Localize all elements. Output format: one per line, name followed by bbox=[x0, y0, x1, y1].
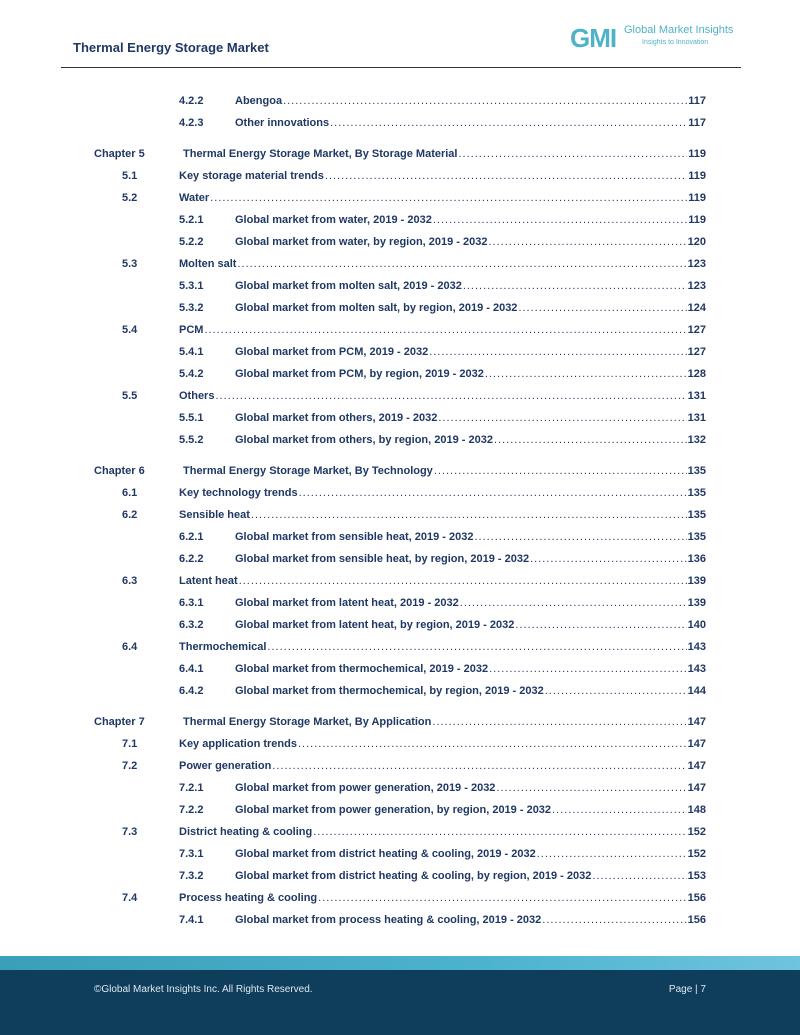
toc-entry-leader bbox=[235, 346, 706, 358]
toc-entry-title: Thermal Energy Storage Market, By Technology bbox=[183, 465, 433, 477]
table-of-contents bbox=[0, 91, 800, 932]
report-title: Thermal Energy Storage Market bbox=[73, 40, 269, 55]
toc-entry-number: 6.2 bbox=[122, 509, 138, 521]
toc-chapter-row[interactable] bbox=[0, 712, 800, 734]
dot-leader bbox=[545, 685, 687, 697]
toc-entry-leader bbox=[235, 280, 706, 292]
toc-entry-row[interactable] bbox=[0, 637, 800, 659]
toc-entry-page: 124 bbox=[687, 302, 706, 314]
logo-name: Global Market Insights bbox=[624, 24, 734, 36]
toc-entry-row[interactable] bbox=[0, 615, 800, 637]
toc-entry-leader bbox=[235, 914, 706, 926]
toc-entry-number: 5.3.1 bbox=[179, 280, 204, 292]
dot-leader bbox=[330, 117, 687, 129]
toc-entry-number: 7.4 bbox=[122, 892, 138, 904]
toc-entry-leader bbox=[235, 804, 706, 816]
toc-entry-number: 6.2.2 bbox=[179, 553, 204, 565]
toc-entry-leader bbox=[235, 782, 706, 794]
toc-entry-page: 132 bbox=[687, 434, 706, 446]
dot-leader bbox=[215, 390, 686, 402]
toc-entry-row[interactable] bbox=[0, 210, 800, 232]
toc-entry-title: Global market from molten salt, 2019 - 2032 bbox=[235, 280, 462, 292]
toc-entry-leader bbox=[179, 390, 706, 402]
toc-entry-page: 119 bbox=[688, 192, 706, 204]
toc-entry-row[interactable] bbox=[0, 430, 800, 452]
toc-entry-page: 156 bbox=[687, 914, 706, 926]
toc-entry-title: Process heating & cooling bbox=[179, 892, 318, 904]
toc-entry-title: Global market from thermochemical, 2019 - 2032 bbox=[235, 663, 489, 675]
toc-entry-page: 152 bbox=[687, 848, 706, 860]
toc-entry-page: 135 bbox=[687, 487, 706, 499]
toc-entry-leader bbox=[183, 148, 706, 160]
dot-leader bbox=[325, 170, 687, 182]
toc-entry-title: Power generation bbox=[179, 760, 272, 772]
toc-entry-number: 5.2 bbox=[122, 192, 138, 204]
dot-leader bbox=[204, 324, 686, 336]
toc-entry-row[interactable] bbox=[0, 188, 800, 210]
toc-entry-page: 156 bbox=[687, 892, 706, 904]
toc-entry-row[interactable] bbox=[0, 166, 800, 188]
footer-copyright: ©Global Market Insights Inc. All Rights Reserved. bbox=[94, 984, 313, 995]
toc-entry-title: Global market from district heating & cooling, 2019 - 2032 bbox=[235, 848, 536, 860]
toc-entry-leader bbox=[235, 434, 706, 446]
toc-entry-row[interactable] bbox=[0, 342, 800, 364]
toc-entry-leader bbox=[179, 170, 706, 182]
dot-leader bbox=[518, 302, 686, 314]
toc-entry-row[interactable] bbox=[0, 756, 800, 778]
toc-entry-title: Global market from sensible heat, by region, 2019 - 2032 bbox=[235, 553, 530, 565]
toc-entry-page: 139 bbox=[687, 575, 706, 587]
toc-entry-leader bbox=[179, 892, 706, 904]
dot-leader bbox=[299, 487, 687, 499]
toc-entry-row[interactable] bbox=[0, 113, 800, 135]
toc-entry-page: 152 bbox=[687, 826, 706, 838]
toc-entry-leader bbox=[235, 412, 706, 424]
header-divider bbox=[61, 67, 741, 68]
dot-leader bbox=[485, 368, 687, 380]
toc-entry-number: 6.3.2 bbox=[179, 619, 204, 631]
toc-entry-row[interactable] bbox=[0, 232, 800, 254]
toc-entry-row[interactable] bbox=[0, 822, 800, 844]
toc-entry-page: 144 bbox=[687, 685, 706, 697]
toc-entry-leader bbox=[183, 465, 706, 477]
toc-entry-number: 7.2.1 bbox=[179, 782, 204, 794]
toc-entry-number: 5.2.2 bbox=[179, 236, 204, 248]
toc-entry-leader bbox=[235, 214, 706, 226]
toc-entry-number: 6.4 bbox=[122, 641, 138, 653]
toc-entry-page: 148 bbox=[687, 804, 706, 816]
toc-entry-title: Thermal Energy Storage Market, By Storage Material bbox=[183, 148, 458, 160]
dot-leader bbox=[537, 848, 687, 860]
toc-entry-title: Global market from power generation, 2019 - 2032 bbox=[235, 782, 496, 794]
toc-entry-title: Global market from water, by region, 2019 - 2032 bbox=[235, 236, 488, 248]
dot-leader bbox=[542, 914, 686, 926]
dot-leader bbox=[283, 95, 687, 107]
toc-entry-title: PCM bbox=[179, 324, 204, 336]
toc-entry-number: 4.2.2 bbox=[179, 95, 204, 107]
dot-leader bbox=[474, 531, 686, 543]
toc-entry-page: 135 bbox=[687, 509, 706, 521]
toc-entry-number: 6.1 bbox=[122, 487, 138, 499]
toc-entry-number: 7.2 bbox=[122, 760, 138, 772]
toc-entry-number: 7.4.1 bbox=[179, 914, 204, 926]
toc-entry-row[interactable] bbox=[0, 778, 800, 800]
toc-entry-page: 147 bbox=[687, 716, 706, 728]
toc-entry-row[interactable] bbox=[0, 298, 800, 320]
toc-entry-page: 143 bbox=[687, 641, 706, 653]
toc-entry-leader bbox=[179, 258, 706, 270]
toc-entry-row[interactable] bbox=[0, 593, 800, 615]
toc-entry-row[interactable] bbox=[0, 254, 800, 276]
dot-leader bbox=[434, 465, 687, 477]
toc-entry-row[interactable] bbox=[0, 734, 800, 756]
toc-entry-row[interactable] bbox=[0, 866, 800, 888]
toc-entry-row[interactable] bbox=[0, 408, 800, 430]
toc-entry-number: 6.3.1 bbox=[179, 597, 204, 609]
dot-leader bbox=[463, 280, 687, 292]
dot-leader bbox=[438, 412, 686, 424]
toc-entry-title: Global market from PCM, by region, 2019 - 2032 bbox=[235, 368, 484, 380]
toc-entry-number: 6.3 bbox=[122, 575, 138, 587]
dot-leader bbox=[432, 716, 686, 728]
toc-entry-page: 147 bbox=[687, 760, 706, 772]
dot-leader bbox=[496, 782, 686, 794]
toc-entry-row[interactable] bbox=[0, 681, 800, 703]
toc-entry-leader bbox=[235, 302, 706, 314]
toc-entry-page: 135 bbox=[687, 465, 706, 477]
toc-entry-page: 147 bbox=[687, 782, 706, 794]
toc-entry-leader bbox=[235, 368, 706, 380]
toc-entry-title: Global market from district heating & cooling, by region, 2019 - 2032 bbox=[235, 870, 592, 882]
toc-entry-leader bbox=[179, 575, 706, 587]
dot-leader bbox=[210, 192, 687, 204]
toc-entry-page: 153 bbox=[687, 870, 706, 882]
toc-entry-row[interactable] bbox=[0, 276, 800, 298]
toc-entry-leader bbox=[179, 760, 706, 772]
toc-entry-number: 5.1 bbox=[122, 170, 138, 182]
dot-leader bbox=[489, 236, 687, 248]
toc-entry-title: Key application trends bbox=[179, 738, 297, 750]
dot-leader bbox=[515, 619, 686, 631]
toc-entry-row[interactable] bbox=[0, 320, 800, 342]
toc-entry-leader bbox=[235, 848, 706, 860]
dot-leader bbox=[267, 641, 686, 653]
toc-entry-title: Key storage material trends bbox=[179, 170, 324, 182]
toc-entry-leader bbox=[235, 619, 706, 631]
toc-entry-title: Global market from latent heat, by region, 2019 - 2032 bbox=[235, 619, 515, 631]
toc-entry-title: Global market from sensible heat, 2019 - 2032 bbox=[235, 531, 474, 543]
toc-entry-page: 131 bbox=[687, 390, 706, 402]
toc-entry-number: 7.1 bbox=[122, 738, 138, 750]
toc-entry-leader bbox=[179, 324, 706, 336]
toc-entry-page: 128 bbox=[687, 368, 706, 380]
dot-leader bbox=[298, 738, 687, 750]
toc-entry-leader bbox=[179, 192, 706, 204]
toc-entry-leader bbox=[235, 870, 706, 882]
toc-entry-number: 7.3.1 bbox=[179, 848, 204, 860]
toc-entry-page: 123 bbox=[687, 258, 706, 270]
toc-entry-title: Sensible heat bbox=[179, 509, 250, 521]
dot-leader bbox=[237, 258, 686, 270]
toc-entry-number: 5.4.1 bbox=[179, 346, 204, 358]
toc-entry-row[interactable] bbox=[0, 888, 800, 910]
toc-entry-title: Global market from water, 2019 - 2032 bbox=[235, 214, 432, 226]
toc-entry-row[interactable] bbox=[0, 505, 800, 527]
toc-entry-title: Global market from molten salt, by region, 2019 - 2032 bbox=[235, 302, 518, 314]
toc-entry-number: 5.3.2 bbox=[179, 302, 204, 314]
toc-entry-title: Global market from PCM, 2019 - 2032 bbox=[235, 346, 429, 358]
toc-entry-number: 5.5.1 bbox=[179, 412, 204, 424]
dot-leader bbox=[489, 663, 687, 675]
toc-chapter-row[interactable] bbox=[0, 461, 800, 483]
toc-entry-row[interactable] bbox=[0, 91, 800, 113]
toc-entry-leader bbox=[235, 663, 706, 675]
toc-entry-page: 147 bbox=[687, 738, 706, 750]
toc-entry-number: 5.4.2 bbox=[179, 368, 204, 380]
toc-entry-title: Thermochemical bbox=[179, 641, 267, 653]
dot-leader bbox=[429, 346, 686, 358]
dot-leader bbox=[433, 214, 687, 226]
toc-entry-number: 6.4.1 bbox=[179, 663, 204, 675]
toc-entry-number: 5.2.1 bbox=[179, 214, 204, 226]
toc-entry-leader bbox=[179, 826, 706, 838]
toc-entry-row[interactable] bbox=[0, 571, 800, 593]
toc-entry-title: Water bbox=[179, 192, 210, 204]
toc-entry-page: 119 bbox=[688, 214, 706, 226]
toc-entry-title: Global market from process heating & cooling, 2019 - 2032 bbox=[235, 914, 542, 926]
toc-entry-leader bbox=[235, 531, 706, 543]
logo-mark: GMI bbox=[570, 23, 617, 53]
toc-entry-page: 117 bbox=[688, 95, 706, 107]
dot-leader bbox=[552, 804, 687, 816]
toc-entry-row[interactable] bbox=[0, 527, 800, 549]
dot-leader bbox=[494, 434, 687, 446]
logo-tagline: Insights to Innovation bbox=[642, 39, 709, 46]
toc-entry-leader bbox=[235, 236, 706, 248]
dot-leader bbox=[251, 509, 687, 521]
toc-entry-number: 5.3 bbox=[122, 258, 138, 270]
toc-entry-leader bbox=[179, 509, 706, 521]
toc-entry-title: Global market from power generation, by region, 2019 - 2032 bbox=[235, 804, 552, 816]
page-number: Page | 7 bbox=[668, 984, 706, 995]
dot-leader bbox=[530, 553, 687, 565]
toc-entry-leader bbox=[235, 685, 706, 697]
toc-entry-number: 5.4 bbox=[122, 324, 138, 336]
toc-entry-title: Global market from others, by region, 2019 - 2032 bbox=[235, 434, 493, 446]
toc-entry-title: Latent heat bbox=[179, 575, 238, 587]
toc-entry-number: Chapter 7 bbox=[94, 716, 145, 728]
toc-entry-page: 127 bbox=[687, 346, 706, 358]
footer-accent-strip bbox=[0, 956, 800, 970]
toc-entry-row[interactable] bbox=[0, 483, 800, 505]
toc-entry-page: 140 bbox=[687, 619, 706, 631]
dot-leader bbox=[318, 892, 687, 904]
toc-entry-page: 117 bbox=[688, 117, 706, 129]
toc-entry-page: 131 bbox=[687, 412, 706, 424]
dot-leader bbox=[313, 826, 686, 838]
toc-entry-page: 119 bbox=[688, 148, 706, 160]
toc-entry-number: 6.4.2 bbox=[179, 685, 204, 697]
toc-entry-page: 119 bbox=[688, 170, 706, 182]
toc-entry-row[interactable] bbox=[0, 844, 800, 866]
toc-entry-row[interactable] bbox=[0, 659, 800, 681]
toc-entry-leader bbox=[235, 117, 706, 129]
toc-entry-page: 143 bbox=[687, 663, 706, 675]
toc-entry-number: 7.3 bbox=[122, 826, 138, 838]
toc-entry-title: Thermal Energy Storage Market, By Application bbox=[183, 716, 432, 728]
toc-entry-leader bbox=[183, 716, 706, 728]
toc-entry-row[interactable] bbox=[0, 910, 800, 932]
dot-leader bbox=[272, 760, 686, 772]
toc-entry-title: Global market from latent heat, 2019 - 2032 bbox=[235, 597, 459, 609]
toc-entry-row[interactable] bbox=[0, 386, 800, 408]
toc-entry-page: 120 bbox=[687, 236, 706, 248]
dot-leader bbox=[458, 148, 687, 160]
toc-entry-leader bbox=[179, 641, 706, 653]
toc-entry-leader bbox=[235, 553, 706, 565]
toc-chapter-row[interactable] bbox=[0, 144, 800, 166]
toc-entry-page: 135 bbox=[687, 531, 706, 543]
toc-entry-title: Key technology trends bbox=[179, 487, 298, 499]
toc-entry-title: District heating & cooling bbox=[179, 826, 313, 838]
toc-entry-title: Others bbox=[179, 390, 215, 402]
dot-leader bbox=[460, 597, 687, 609]
toc-entry-row[interactable] bbox=[0, 364, 800, 386]
toc-entry-number: 5.5 bbox=[122, 390, 138, 402]
toc-entry-number: 7.3.2 bbox=[179, 870, 204, 882]
toc-entry-title: Other innovations bbox=[235, 117, 330, 129]
toc-entry-page: 136 bbox=[687, 553, 706, 565]
toc-entry-row[interactable] bbox=[0, 549, 800, 571]
company-logo bbox=[570, 23, 735, 53]
toc-entry-number: Chapter 6 bbox=[94, 465, 145, 477]
toc-entry-title: Global market from others, 2019 - 2032 bbox=[235, 412, 438, 424]
toc-entry-title: Abengoa bbox=[235, 95, 283, 107]
toc-entry-page: 127 bbox=[687, 324, 706, 336]
toc-entry-leader bbox=[179, 738, 706, 750]
toc-entry-number: 5.5.2 bbox=[179, 434, 204, 446]
toc-entry-title: Molten salt bbox=[179, 258, 237, 270]
toc-entry-title: Global market from thermochemical, by region, 2019 - 2032 bbox=[235, 685, 544, 697]
toc-entry-number: 4.2.3 bbox=[179, 117, 204, 129]
toc-entry-page: 139 bbox=[687, 597, 706, 609]
dot-leader bbox=[239, 575, 687, 587]
toc-entry-page: 123 bbox=[687, 280, 706, 292]
toc-entry-leader bbox=[179, 487, 706, 499]
toc-entry-number: 6.2.1 bbox=[179, 531, 204, 543]
toc-entry-number: 7.2.2 bbox=[179, 804, 204, 816]
toc-entry-leader bbox=[235, 95, 706, 107]
toc-entry-row[interactable] bbox=[0, 800, 800, 822]
toc-entry-number: Chapter 5 bbox=[94, 148, 145, 160]
toc-entry-leader bbox=[235, 597, 706, 609]
dot-leader bbox=[592, 870, 686, 882]
